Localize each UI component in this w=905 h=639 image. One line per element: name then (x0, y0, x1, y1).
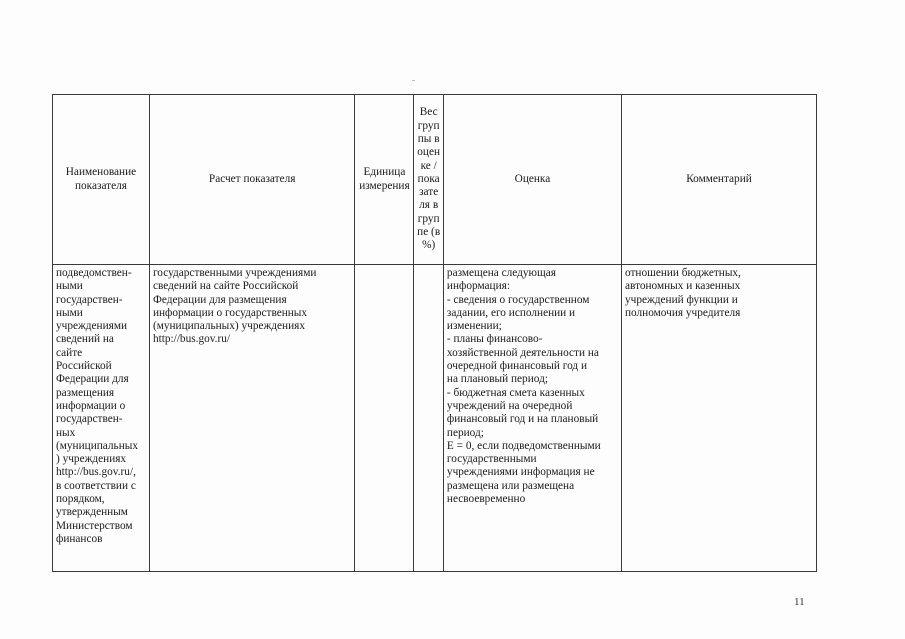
header-weight-text: Вес груп пы в оцен ке / пока зате ля в груп пе (в %) (417, 106, 441, 252)
header-assessment-text: Оценка (514, 172, 551, 185)
page-number: 11 (794, 596, 805, 608)
header-indicator-name (53, 95, 150, 265)
indicator-name-text: подведомствен- ными государствен- ными учреждениями сведений на сайте Российской Федерации для размещения информации о государствен- ных (муниципальных ) учреждениях http://bus.gov.ru/, в соответствии с порядком, утвержденным Министерством финансов (56, 267, 138, 545)
header-indicator-name-text: Наименование показателя (65, 166, 137, 192)
header-calculation-text: Расчет показателя (208, 172, 296, 185)
comment-text: отношении бюджетных, автономных и казенных учреждений функции и полномочия учредителя (625, 267, 741, 319)
table-header-row (53, 95, 817, 265)
cell-calculation (149, 265, 354, 572)
cell-weight (414, 265, 444, 572)
header-comment (622, 95, 817, 265)
header-weight (414, 95, 444, 265)
calculation-text: государственными учреждениями сведений на сайте Российской Федерации для размещения информации о государственных (муниципальных) учреждениях http://bus.gov.ru/ (152, 267, 317, 346)
cell-indicator-name (53, 265, 150, 572)
cell-comment (622, 265, 817, 572)
header-comment-text: Комментарий (686, 172, 752, 185)
indicator-table (52, 94, 817, 572)
assessment-text: размещена следующая информация: - сведения о государственном задании, его исполнении и изменении; - планы финансово- хозяйственной деятельности на очередной финансовый год и на плановый период; - бюджетная смета казенных учреждений на очередной финансовый год и на плановый период; Е = 0, если подведомственными государственными учреждениями информация не размещена или размещена несвоевременно (446, 267, 601, 506)
table-row (53, 265, 817, 572)
header-unit (355, 95, 414, 265)
header-unit-text: Единица измерения (359, 166, 410, 192)
scan-artifact (412, 80, 415, 81)
header-calculation (149, 95, 354, 265)
cell-unit (355, 265, 414, 572)
header-assessment (443, 95, 621, 265)
cell-assessment (443, 265, 621, 572)
